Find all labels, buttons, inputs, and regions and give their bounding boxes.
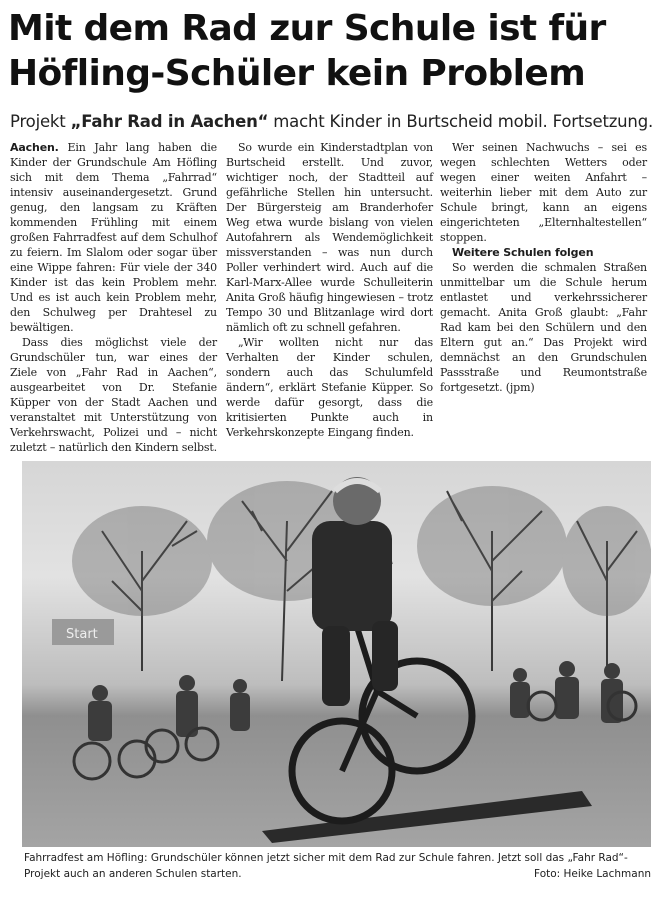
article-column-3 [440, 140, 647, 395]
section-subtitle: Weitere Schulen folgen [452, 246, 594, 259]
subheadline [10, 112, 655, 131]
photo-credit: Foto: Heike Lachmann [534, 868, 651, 880]
article-column-1 [10, 140, 217, 455]
article-column-2 [226, 140, 433, 440]
start-sign [52, 619, 114, 645]
headline-line-1: Mit dem Rad zur Schule ist für [8, 8, 606, 49]
photo-caption: Fahrradfest am Höfling: Grundschüler können jetzt sicher mit dem Rad zur Schule fahren. Jetzt soll das „Fahr Rad“-Projekt auch an anderen Schulen starten. [24, 852, 628, 880]
news-photo [22, 461, 651, 847]
paragraph-6-text: So werden die schmalen Straßen unmittelbar um die Schule herum entlastet und verkehrssicherer gemacht. Anita Groß glaubt: „Fahr Rad kam bei den Schülern und den Eltern gut an.“ Das Projekt wird demnächst an den Grundschulen Passstraße und Reumontstraße fortgesetzt. [440, 261, 647, 394]
headline-line-2: Höfling-Schüler kein Problem [8, 53, 586, 94]
subhead-project-name: „Fahr Rad in Aachen“ [70, 112, 269, 131]
article-paragraph-4: „Wir wollten nicht nur das Verhalten der Kinder schulen, sondern auch das Schulumfeld ändern“, erklärt Stefanie Küpper. So werde dafür gesorgt, dass die kritisierten Punkte auch in Verkehrskonzepte Eingang finden. [226, 336, 433, 439]
author-initials: (jpm) [505, 381, 535, 394]
background-children [88, 661, 623, 741]
subhead-suffix: macht Kinder in Burtscheid mobil. Fortsetzung. [268, 112, 654, 131]
article-paragraph-5: Wer seinen Nachwuchs – sei es wegen schlechten Wetters oder wegen einer weiten Anfahrt – weiterhin lieber mit dem Auto zur Schule bringt, kann an eigens eingerichteten „Elternhaltestellen“ stoppen. [440, 141, 647, 244]
start-sign-text: Start [66, 627, 98, 642]
article-paragraph-2: Dass dies möglichst viele der Grundschüler tun, war eines der Ziele von „Fahr Rad in Aachen“, ausgearbeitet von Dr. Stefanie Küpper von der Stadt Aachen und veranstaltet mit Unterstützung von Verkehrswacht, Polizei und – nicht zuletzt – natürlich den Kindern selbst. [10, 336, 217, 454]
photo-illustration [22, 461, 651, 847]
subhead-prefix: Projekt [10, 112, 71, 131]
article-paragraph-3: So wurde ein Kinderstadtplan von Burtscheid erstellt. Und zuvor, wichtiger noch, der Stadtteil auf gefährliche Stellen hin untersucht. Der Bürgersteig am Branderhofer Weg etwa wurde bislang von vielen Autofahrern als Wendemöglichkeit missverstanden – was nun durch Poller verhindert wird. Auch auf die Karl-Marx-Allee wurde Schulleiterin Anita Groß häufig hingewiesen – trotz Tempo 30 und Blitzanlage wird dort nämlich oft zu schnell gefahren. [226, 141, 433, 334]
headline [8, 6, 658, 96]
ramp [262, 791, 592, 843]
article-paragraph-6 [440, 260, 647, 395]
dateline: Aachen. [10, 141, 59, 154]
article-paragraph-1 [10, 140, 217, 335]
paragraph-1-text: Ein Jahr lang haben die Kinder der Grundschule Am Höfling sich mit dem Thema „Fahrrad“ intensiv auseinandergesetzt. Grund genug, den langsam zu Kräften kommenden Frühling mit einem großen Fahrradfest auf dem Schulhof zu feiern. Im Slalom oder sogar über eine Wippe fahren: Für viele der 340 Kinder ist das kein Problem mehr. Und es ist auch kein Problem mehr, den Schulweg per Drahtesel zu bewältigen. [10, 141, 217, 334]
